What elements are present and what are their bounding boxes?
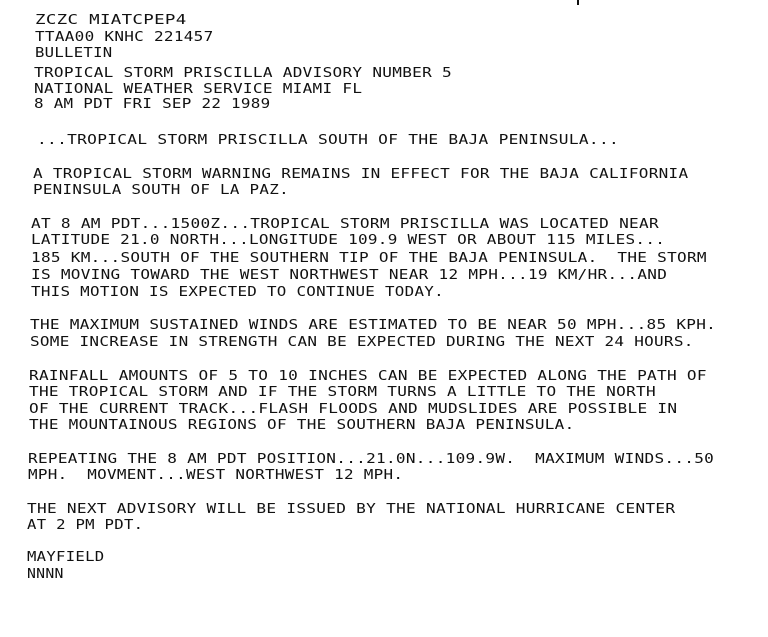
position-line-4: IS MOVING TOWARD THE WEST NORTHWEST NEAR 12 MPH...19 KM/HR...AND: [31, 268, 668, 283]
signoff-end-marker: NNNN: [27, 567, 64, 582]
header-line-5: NATIONAL WEATHER SERVICE MIAMI FL: [34, 82, 363, 97]
winds-line-2: SOME INCREASE IN STRENGTH CAN BE EXPECTED DURING THE NEXT 24 HOURS.: [30, 335, 694, 350]
position-line-2: LATITUDE 21.0 NORTH...LONGITUDE 109.9 WEST OR ABOUT 115 MILES...: [31, 233, 666, 248]
next-advisory-line-1: THE NEXT ADVISORY WILL BE ISSUED BY THE NATIONAL HURRICANE CENTER: [27, 502, 676, 517]
position-line-5: THIS MOTION IS EXPECTED TO CONTINUE TODAY.: [31, 285, 444, 300]
rainfall-line-1: RAINFALL AMOUNTS OF 5 TO 10 INCHES CAN BE EXPECTED ALONG THE PATH OF: [29, 369, 707, 384]
scan-mark: [577, 0, 579, 5]
position-line-1: AT 8 AM PDT...1500Z...TROPICAL STORM PRISCILLA WAS LOCATED NEAR: [31, 217, 659, 232]
header-line-4: TROPICAL STORM PRISCILLA ADVISORY NUMBER 5: [34, 66, 452, 81]
header-line-3: BULLETIN: [35, 46, 113, 61]
signoff-author: MAYFIELD: [27, 550, 105, 565]
header-line-2: TTAA00 KNHC 221457: [35, 30, 214, 45]
winds-line-1: THE MAXIMUM SUSTAINED WINDS ARE ESTIMATED TO BE NEAR 50 MPH...85 KPH.: [30, 318, 717, 333]
warning-line-1: A TROPICAL STORM WARNING REMAINS IN EFFECT FOR THE BAJA CALIFORNIA: [33, 167, 689, 182]
header-line-1: ZCZC MIATCPEP4: [35, 13, 187, 28]
position-line-3: 185 KM...SOUTH OF THE SOUTHERN TIP OF THE BAJA PENINSULA. THE STORM: [31, 251, 707, 266]
warning-line-2: PENINSULA SOUTH OF LA PAZ.: [33, 183, 289, 198]
next-advisory-line-2: AT 2 PM PDT.: [27, 518, 144, 533]
rainfall-line-3: OF THE CURRENT TRACK...FLASH FLOODS AND MUDSLIDES ARE POSSIBLE IN: [29, 402, 678, 417]
headline: ...TROPICAL STORM PRISCILLA SOUTH OF THE BAJA PENINSULA...: [37, 133, 620, 148]
repeating-line-1: REPEATING THE 8 AM PDT POSITION...21.0N...109.9W. MAXIMUM WINDS...50: [28, 452, 715, 467]
repeating-line-2: MPH. MOVMENT...WEST NORTHWEST 12 MPH.: [28, 468, 404, 483]
rainfall-line-4: THE MOUNTAINOUS REGIONS OF THE SOUTHERN BAJA PENINSULA.: [29, 418, 575, 433]
rainfall-line-2: THE TROPICAL STORM AND IF THE STORM TURNS A LITTLE TO THE NORTH: [29, 385, 656, 400]
header-line-6: 8 AM PDT FRI SEP 22 1989: [34, 97, 271, 112]
